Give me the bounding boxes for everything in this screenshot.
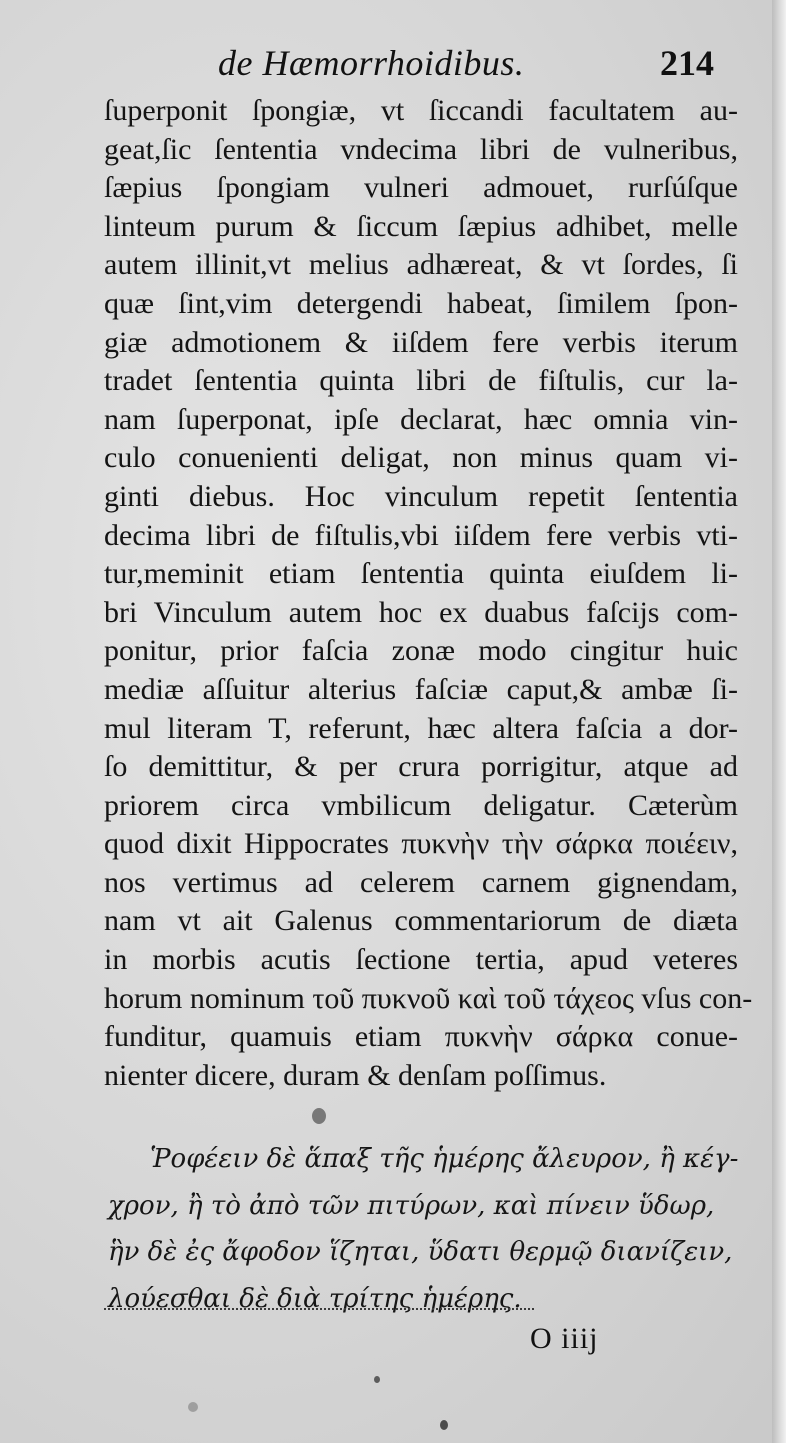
text-line-last: nienter dicere, duram & denſam poſſimus. — [104, 1058, 607, 1092]
running-title: de Hæmorrhoidibus. — [218, 43, 525, 83]
text-line: culo conuenienti deligat, non minus quam vi- — [104, 441, 738, 475]
text-line: in morbis acutis ſectione tertia, apud veteres — [104, 943, 738, 977]
text-line: horum nominum τοῦ πυκνοῦ καὶ τοῦ τάχεος vſus con- — [104, 981, 753, 1015]
ink-spot — [312, 1108, 326, 1124]
text-line: linteum purum & ſiccum ſæpius adhibet, melle — [104, 209, 738, 243]
text-line: funditur, quamuis etiam πυκνὴν σάρκα conue- — [104, 1020, 738, 1054]
ink-spot — [188, 1402, 198, 1412]
text-line: ponitur, prior faſcia zonæ modo cingitur huic — [104, 634, 738, 668]
text-line: ginti diebus. Hoc vinculum repetit ſententia — [104, 479, 738, 513]
page-number: 214 — [660, 43, 714, 83]
signature-mark: O iiij — [530, 1322, 599, 1355]
text-line: bri Vinculum autem hoc ex duabus faſcijs com- — [104, 595, 738, 629]
greek-line: χρον, ἢ τὸ ἀπὸ τῶν πιτύρων, καὶ πίνειν ὕδωρ, — [108, 1190, 715, 1221]
text-line: autem illinit,vt melius adhæreat, & vt ſordes, ſi — [104, 248, 738, 282]
page-header — [0, 42, 786, 92]
text-line: mul literam T, referunt, hæc altera faſcia a dor- — [104, 711, 738, 745]
greek-line: Ῥοφέειν δὲ ἅπαξ τῆς ἡμέρης ἄλευρον, ἢ κέγ- — [150, 1144, 739, 1174]
text-line: nam vt ait Galenus commentariorum de diæta — [104, 904, 738, 938]
greek-line: ἣν δὲ ἐς ἄφοδον ἵζηται, ὕδατι θερμῷ διανίζειν, — [108, 1237, 733, 1267]
text-line: tradet ſententia quinta libri de fiſtulis, cur la- — [104, 364, 738, 398]
greek-quotation-block — [108, 1136, 746, 1322]
text-line: nam ſuperponat, ipſe declarat, hæc omnia vin- — [104, 402, 738, 436]
text-line: geat,ſic ſententia vndecima libri de vulneribus, — [104, 132, 738, 166]
text-line: ſuperponit ſpongiæ, vt ſiccandi facultatem au- — [104, 94, 738, 127]
text-line: priorem circa vmbilicum deligatur. Cæterùm — [104, 788, 738, 822]
text-line: mediæ aſſuitur alterius faſciæ caput,& ambæ ſi- — [104, 672, 738, 706]
greek-line: λούεσθαι δὲ διὰ τρίτης ἡμέρης. — [108, 1283, 522, 1314]
text-line: ſo demittitur, & per crura porrigitur, atque ad — [104, 750, 738, 784]
main-text-block — [104, 92, 753, 1095]
text-line: tur,meminit etiam ſententia quinta eiuſdem li- — [104, 557, 738, 591]
text-line: decima libri de fiſtulis,vbi iiſdem fere verbis vti- — [104, 518, 738, 552]
text-line: quod dixit Hippocrates πυκνὴν τὴν σάρκα ποιέειν, — [104, 827, 738, 861]
text-line: giæ admotionem & iiſdem fere verbis iterum — [104, 325, 738, 359]
page-edge-shadow — [772, 0, 786, 1443]
ink-spot — [374, 1376, 380, 1383]
ink-spot — [440, 1420, 448, 1430]
text-line: ſæpius ſpongiam vulneri admouet, rurſúſque — [104, 171, 738, 205]
text-line: quæ ſint,vim detergendi habeat, ſimilem ſpon- — [104, 286, 738, 320]
greek-underline-divider — [104, 1308, 534, 1310]
text-line: nos vertimus ad celerem carnem gignendam, — [104, 865, 738, 899]
